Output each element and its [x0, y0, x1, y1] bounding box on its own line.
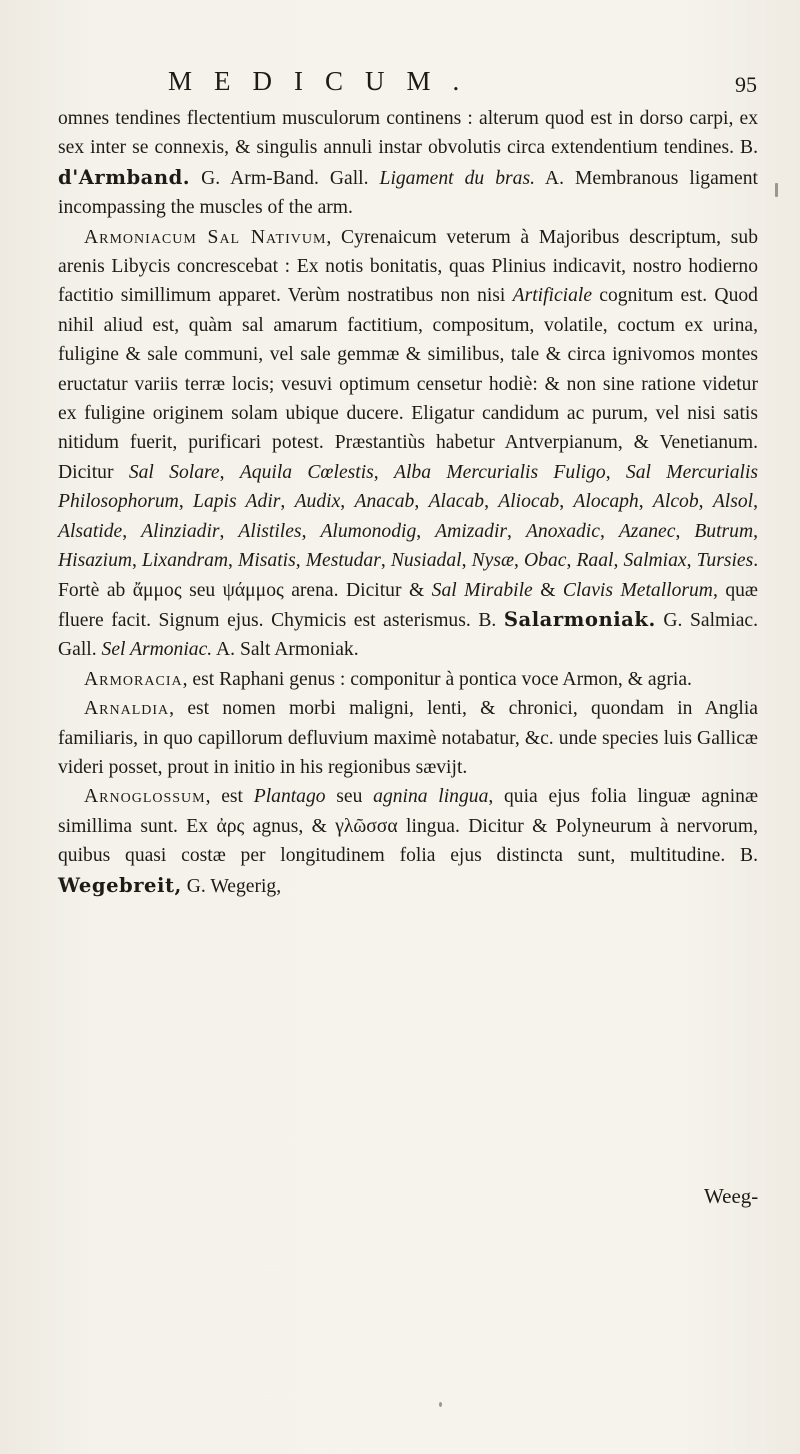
text-run: , [340, 491, 355, 513]
italic-term: Amizadir [435, 520, 508, 542]
text-run: , [373, 461, 395, 483]
text-run: . Fortè ab ἄμμος seu ψάμμος arena. Dicitur & [58, 550, 759, 601]
text-run: , [122, 520, 142, 542]
italic-term: Alba Mercurialis Fuligo [394, 461, 606, 483]
italic-term: Aliocab [498, 491, 560, 513]
text-run: , Cyrenaicum veterum à Majoribus descriptum, sub arenis Libycis concrescebat : Ex notis bonitatis, quas Plinius indicavit, nostro hodierno factitio simillimum apparet. Verùm nostratibus non nisi [58, 226, 758, 307]
text-run: , [228, 550, 239, 572]
text-run: , [613, 550, 624, 572]
text-run: , [638, 491, 653, 513]
paragraph [58, 104, 758, 223]
text-run: , [295, 550, 306, 572]
entry-headword: Arnaldia [84, 698, 170, 720]
paragraph [58, 782, 758, 901]
text-run: , [219, 461, 240, 483]
text-run: , est Raphani genus : componitur à pontica voce Armon, & agria. [182, 668, 692, 690]
text-run: , [301, 520, 321, 542]
text-run: , [559, 491, 574, 513]
italic-term: Alacab [428, 491, 485, 513]
running-head [0, 66, 800, 106]
german-term: Salarmoniak. [503, 607, 656, 631]
italic-term: Anoxadic [525, 520, 600, 542]
italic-term: Anacab [354, 491, 415, 513]
text-run: G. Arm-Band. Gall. [190, 167, 380, 189]
text-run: G. Wegerig, [181, 875, 282, 897]
text-run: & [532, 579, 563, 601]
italic-term: Sal Solare [128, 461, 220, 483]
italic-term: Hisazium [58, 550, 133, 572]
running-title: MEDICUM. [168, 66, 482, 96]
italic-term: Tursies [696, 550, 754, 572]
italic-term: Lixandram [142, 550, 229, 572]
italic-term: Alcob [652, 491, 699, 513]
italic-term: Alistiles [238, 520, 302, 542]
italic-term: Raal [576, 550, 614, 572]
text-run: , [178, 491, 194, 513]
italic-term: Artificiale [512, 285, 593, 307]
text-run: , [414, 491, 429, 513]
italic-term: Nysæ [471, 550, 515, 572]
paragraph [58, 694, 758, 782]
entry-headword: Armoniacum Sal Nativum [84, 226, 327, 248]
text-run: G. Salmiac. Gall. [58, 609, 758, 661]
text-run: , [461, 550, 472, 572]
italic-term: Audix [294, 491, 341, 513]
body-text [58, 104, 758, 901]
text-run: , [566, 550, 577, 572]
italic-term: Ligament du bras. [379, 167, 535, 189]
italic-term: Clavis Metallorum [562, 579, 713, 601]
text-run: , [132, 550, 143, 572]
italic-term: Sel Armoniac. [101, 639, 213, 661]
italic-term: Plantago [253, 786, 326, 808]
italic-term: Sal Mercurialis Philosophorum [58, 461, 759, 513]
text-run: omnes tendines flectentium musculorum continens : alterum quod est in dorso carpi, ex sex inter se connexis, & singulis annuli instar obvolutis circa extendentium tendines. B. [58, 108, 758, 159]
text-run: , [599, 520, 619, 542]
entry-headword: Armoracia [84, 668, 183, 690]
italic-term: Nusiadal [390, 550, 462, 572]
italic-term: Alocaph [573, 491, 639, 513]
text-run: , [514, 550, 525, 572]
italic-term: Alinziadir [141, 520, 220, 542]
italic-term: Alumonodig [320, 520, 417, 542]
text-run: cognitum est. Quod nihil aliud est, quàm sal amarum factitium, compositum, volatile, coctum ex urina, fuligine & sale communi, vel sale gemmæ & similibus, tale & circa ignivomos montes eructatur variis terræ locis; vesuvi optimum censetur hodiè: & non sine ratione videtur ex fuligine originem solam ubique ducere. Eligatur candidum ac purum, vel nisi satis nitidum fuerit, purificari potest. Præstantiùs habetur Antverpianum, & Venetianum. Dicitur [58, 285, 758, 483]
text-run: , [753, 520, 759, 542]
text-run: , [753, 491, 759, 513]
text-run: A. Salt Armoniak. [212, 639, 359, 661]
italic-term: Mestudar [305, 550, 381, 572]
text-run: , quæ fluere facit. Signum ejus. Chymicis est asterismus. B. [58, 579, 758, 631]
text-run: , [507, 520, 526, 542]
german-term: Wegebreit, [58, 873, 182, 897]
paragraph [58, 223, 758, 665]
paragraph [58, 665, 758, 694]
text-run: , [380, 550, 391, 572]
text-run: seu [325, 786, 374, 808]
text-run: , est [205, 786, 254, 808]
page-number: 95 [735, 72, 757, 97]
italic-term: Aquila Cœlestis [239, 461, 374, 483]
italic-term: Alsol [712, 491, 754, 513]
text-run: , [698, 491, 713, 513]
text-run: , [686, 550, 697, 572]
paper-speck [775, 183, 778, 197]
text-run: , [416, 520, 436, 542]
german-term: d'Armband. [58, 165, 191, 189]
italic-term: Sal Mirabile [431, 579, 533, 601]
italic-term: Obac [524, 550, 567, 572]
text-run: , quia ejus folia linguæ agninæ simillima sunt. Ex ἀρς agnus, & γλῶσσα lingua. Dicitur & Polyneurum à nervorum, quibus quasi costæ per longitudinem folia ejus distincta sunt, multitudine. B. [58, 786, 759, 867]
italic-term: Alsatide [58, 520, 123, 542]
italic-term: Azanec [618, 520, 676, 542]
text-run: , est nomen morbi maligni, lenti, & chronici, quondam in Anglia familiaris, in quo capillorum defluvium maximè notabatur, &c. unde species luis Gallicæ videri posset, prout in initio in his regionibus sævijt. [58, 698, 758, 778]
text-run: , [280, 491, 295, 513]
text-run: , [219, 520, 239, 542]
text-run: A. Membranous ligament incompassing the muscles of the arm. [58, 167, 758, 219]
italic-term: agnina lingua [373, 786, 489, 808]
italic-term: Salmiax [623, 550, 687, 572]
text-run: , [605, 461, 626, 483]
italic-term: Misatis [238, 550, 296, 572]
entry-headword: Arnoglossum [84, 786, 206, 808]
italic-term: Butrum [694, 520, 754, 542]
text-run: , [484, 491, 499, 513]
paper-speck [439, 1402, 442, 1407]
text-run: , [675, 520, 695, 542]
italic-term: Lapis Adir [193, 491, 281, 513]
catchword: Weeg- [704, 1184, 759, 1208]
